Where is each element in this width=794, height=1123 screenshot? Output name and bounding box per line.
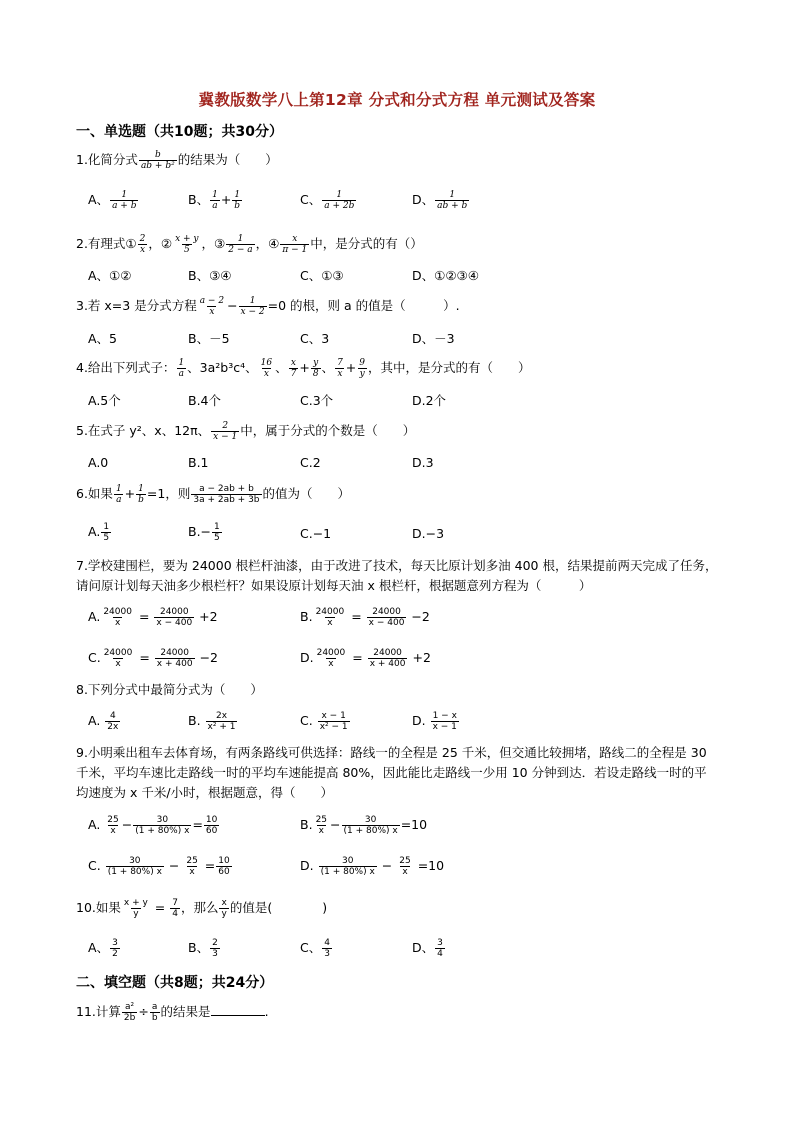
- option-b[interactable]: B.4个: [188, 393, 222, 408]
- option-d[interactable]: D.2个: [412, 393, 447, 408]
- option-d[interactable]: D.−3: [412, 526, 445, 541]
- option-a[interactable]: A、 $\frac{3}{2}$: [88, 938, 118, 959]
- option-a[interactable]: A、 $\frac{1}{a + b}$: [88, 190, 137, 211]
- option-b[interactable]: B、－5: [188, 331, 230, 346]
- option-a[interactable]: A、①②: [88, 268, 132, 283]
- option-b[interactable]: B. $\frac{25}{x}$ − $\frac{30}{(1 + 80\%) x}$ =10: [300, 815, 428, 836]
- option-d[interactable]: D. $\frac{30}{(1 + 80\%) x}$ − $\frac{25}{x}$ =10: [300, 856, 445, 877]
- option-c[interactable]: C. $\frac{x - 1}{\text{x² − 1}}$: [300, 711, 348, 732]
- option-b[interactable]: B.1: [188, 455, 209, 470]
- option-c[interactable]: C、 $\frac{1}{a + 2b}$: [300, 190, 355, 211]
- option-b[interactable]: B. $\frac{24000}{x}$ = $\frac{24000}{x - 400}$ −2: [300, 607, 430, 628]
- option-a[interactable]: A. $\frac{1}{5}$: [88, 522, 110, 543]
- question-10: 10.如果 $\frac{x + y}{y}$ = $\frac{7}{4}$ ，那么 $\frac{x}{y}$ 的值是( ): [76, 898, 328, 919]
- question-5: 5.在式子 y²、x、12π、 $\frac{2}{x - 1}$ 中，属于分式的个数是（ ）: [76, 421, 416, 442]
- question-7: 7.学校建围栏，要为 24000 根栏杆油漆，由于改进了技术，每天比原计划多油 400 根，结果提前两天完成了任务，请问原计划每天油多少根栏杆？如果设原计划每天油 x 根栏杆，根据题意列方程为（ ）: [76, 558, 718, 593]
- option-d[interactable]: D、①②③④: [412, 268, 479, 283]
- option-c[interactable]: C、3: [300, 331, 330, 346]
- option-b[interactable]: B. $\frac{2x}{\text{x² + 1}}$: [188, 711, 236, 732]
- question-9: 9.小明乘出租车去体育场，有两条路线可供选择：路线一的全程是 25 千米，但交通比较拥堵，路线二的全程是 30 千米，平均车速比走路线一时的平均车速能提高 80%，因此能比走路线一少用 10 分钟到达．若设走路线一时的平均速度为 x 千米/小时，根据题意，得（ ）: [76, 745, 707, 800]
- option-a[interactable]: A.5个: [88, 393, 121, 408]
- option-c[interactable]: C.3个: [300, 393, 334, 408]
- option-c[interactable]: C、 $\frac{4}{3}$: [300, 938, 330, 959]
- option-d[interactable]: D. $\frac{24000}{x}$ = $\frac{24000}{x + 400}$ +2: [300, 648, 431, 669]
- section-heading-fill: 二、填空题（共8题；共24分）: [76, 975, 274, 991]
- question-4: 4.给出下列式子： $\frac{1}{a}$ 、3a²b³c⁴、 $\frac{16}{x}$ 、 $\frac{x}{7}$ + $\frac{y}{8}$ 、 $\frac{7}{x}$ + $\frac{9}{y}$ ，其中，是分式的有（ ）: [76, 358, 531, 379]
- option-c[interactable]: C、①③: [300, 268, 344, 283]
- option-a[interactable]: A. $\frac{4}{2x}$: [88, 711, 119, 732]
- question-2: 2.有理式① $\frac{2}{x}$ ，② $\frac{x + y}{5}$ ，③ $\frac{1}{2 - a}$ ，④ $\frac{x}{\pi - 1}$ 中，是分式的有（）: [76, 234, 423, 255]
- question-8: 8.下列分式中最简分式为（ ）: [76, 682, 263, 697]
- option-d[interactable]: D、－3: [412, 331, 455, 346]
- option-a[interactable]: A.0: [88, 455, 109, 470]
- option-c[interactable]: C. $\frac{30}{(1 + 80\%) x}$ − $\frac{25}{x}$ = $\frac{10}{60}$: [88, 856, 230, 877]
- option-c[interactable]: C.2: [300, 455, 321, 470]
- question-11: 11.计算 $\frac{\text{a²}}{2b}$ ÷ $\frac{a}{b}$ 的结果是 .: [76, 1002, 269, 1023]
- option-b[interactable]: B、 $\frac{1}{a}$ + $\frac{1}{b}$: [188, 190, 241, 211]
- option-a[interactable]: A. $\frac{24000}{x}$ = $\frac{24000}{x - 400}$ +2: [88, 607, 218, 628]
- question-6: 6.如果 $\frac{1}{a}$ + $\frac{1}{b}$ =1，则 $\frac{a - 2ab + b}{3a + 2ab + 3b}$ 的值为（ ）: [76, 484, 351, 505]
- option-d[interactable]: D、 $\frac{3}{4}$: [412, 938, 443, 959]
- option-a[interactable]: A、5: [88, 331, 118, 346]
- option-d[interactable]: D.3: [412, 455, 434, 470]
- question-1: 1.化简分式 $\frac{b}{\text{ab + b²}}$ 的结果为（ ）: [76, 150, 278, 171]
- question-3: 3.若 x=3 是分式方程 $\frac{a - 2}{x}$ − $\frac{1}{x - 2}$ =0 的根，则 a 的值是（ ）.: [76, 296, 460, 317]
- option-b[interactable]: B、③④: [188, 268, 232, 283]
- option-d[interactable]: D. $\frac{1 - x}{x - 1}$: [412, 711, 457, 732]
- section-heading-choice: 一、单选题（共10题；共30分）: [76, 124, 283, 140]
- option-a[interactable]: A. $\frac{25}{x}$ − $\frac{30}{(1 + 80\%) x}$ = $\frac{10}{60}$: [88, 815, 218, 836]
- option-d[interactable]: D、 $\frac{1}{ab + b}$: [412, 190, 468, 211]
- page-title: 冀教版数学八上第12章 分式和分式方程 单元测试及答案: [198, 91, 596, 109]
- option-b[interactable]: B、 $\frac{2}{3}$: [188, 938, 218, 959]
- option-c[interactable]: C. $\frac{24000}{x}$ = $\frac{24000}{x + 400}$ −2: [88, 648, 218, 669]
- option-c[interactable]: C.−1: [300, 526, 332, 541]
- option-b[interactable]: B.− $\frac{1}{5}$: [188, 522, 220, 543]
- answer-blank[interactable]: [211, 1004, 265, 1016]
